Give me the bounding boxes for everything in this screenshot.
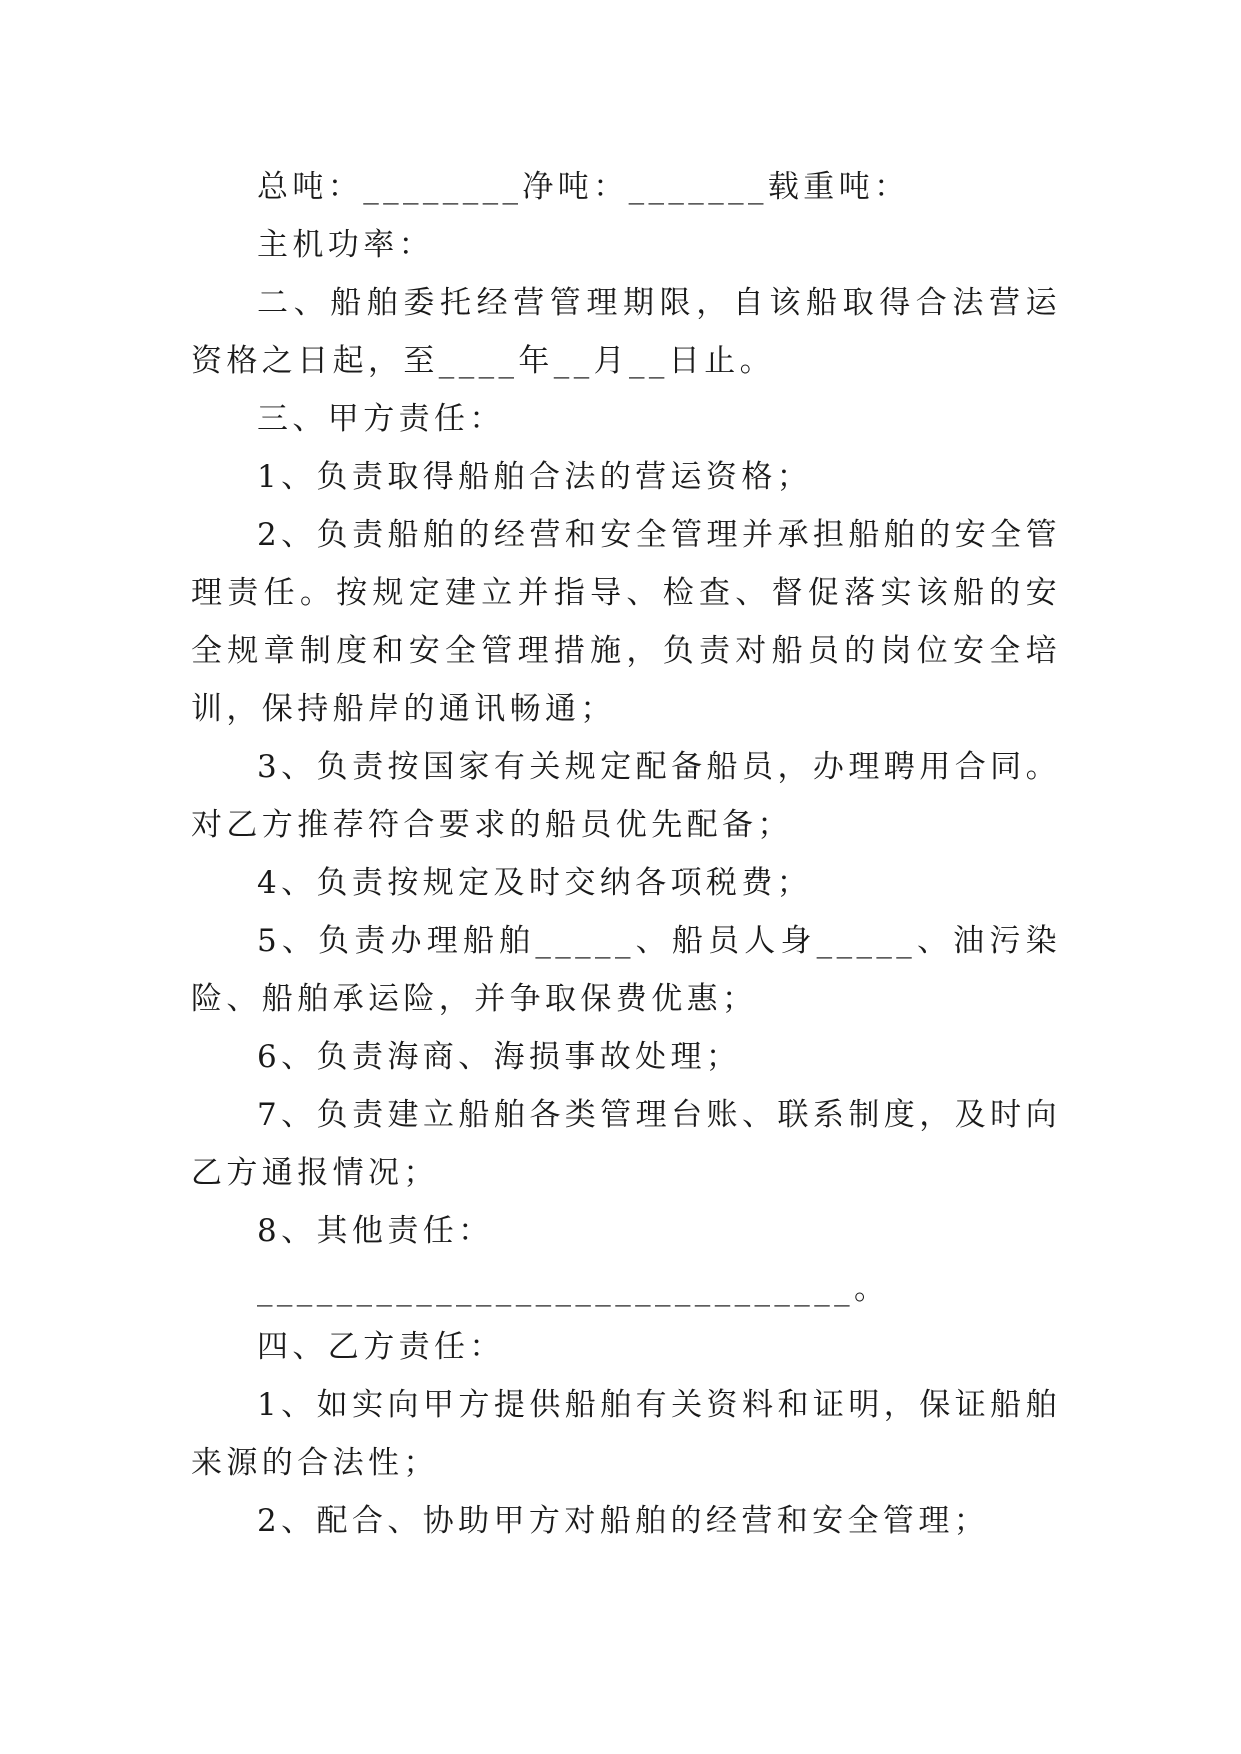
other-responsibilities-blank: ______________________________。	[257, 1271, 890, 1307]
tonnage-line: 总吨：________净吨：_______载重吨：	[257, 169, 910, 205]
party-a-item-7: 7、负责建立船舶各类管理台账、联系制度，及时向乙方通报情况；	[191, 1097, 1061, 1191]
party-a-item-8: 8、其他责任：	[257, 1213, 494, 1249]
party-b-responsibilities-heading: 四、乙方责任：	[257, 1329, 505, 1365]
party-a-item-4: 4、负责按规定及时交纳各项税费；	[257, 865, 813, 901]
engine-power-line: 主机功率：	[257, 227, 434, 263]
party-a-item-5: 5、负责办理船舶_____、船员人身_____、油污染险、船舶承运险，并争取保费优惠；	[191, 923, 1061, 1017]
party-a-item-6: 6、负责海商、海损事故处理；	[257, 1039, 742, 1075]
party-a-item-3: 3、负责按国家有关规定配备船员，办理聘用合同。对乙方推荐符合要求的船员优先配备；	[191, 749, 1061, 843]
party-b-item-1: 1、如实向甲方提供船舶有关资料和证明，保证船舶来源的合法性；	[191, 1387, 1061, 1481]
party-b-item-2: 2、配合、协助甲方对船舶的经营和安全管理；	[257, 1503, 990, 1539]
party-a-item-1: 1、负责取得船舶合法的营运资格；	[257, 459, 813, 495]
party-a-responsibilities-heading: 三、甲方责任：	[257, 401, 505, 437]
party-a-item-2: 2、负责船舶的经营和安全管理并承担船舶的安全管理责任。按规定建立并指导、检查、督促落实该船的安全规章制度和安全管理措施，负责对船员的岗位安全培训，保持船岸的通讯畅通；	[191, 517, 1061, 727]
document-body	[191, 158, 1061, 1550]
management-term-clause: 二、船舶委托经营管理期限，自该船取得合法营运资格之日起，至____年__月__日止。	[191, 285, 1061, 379]
